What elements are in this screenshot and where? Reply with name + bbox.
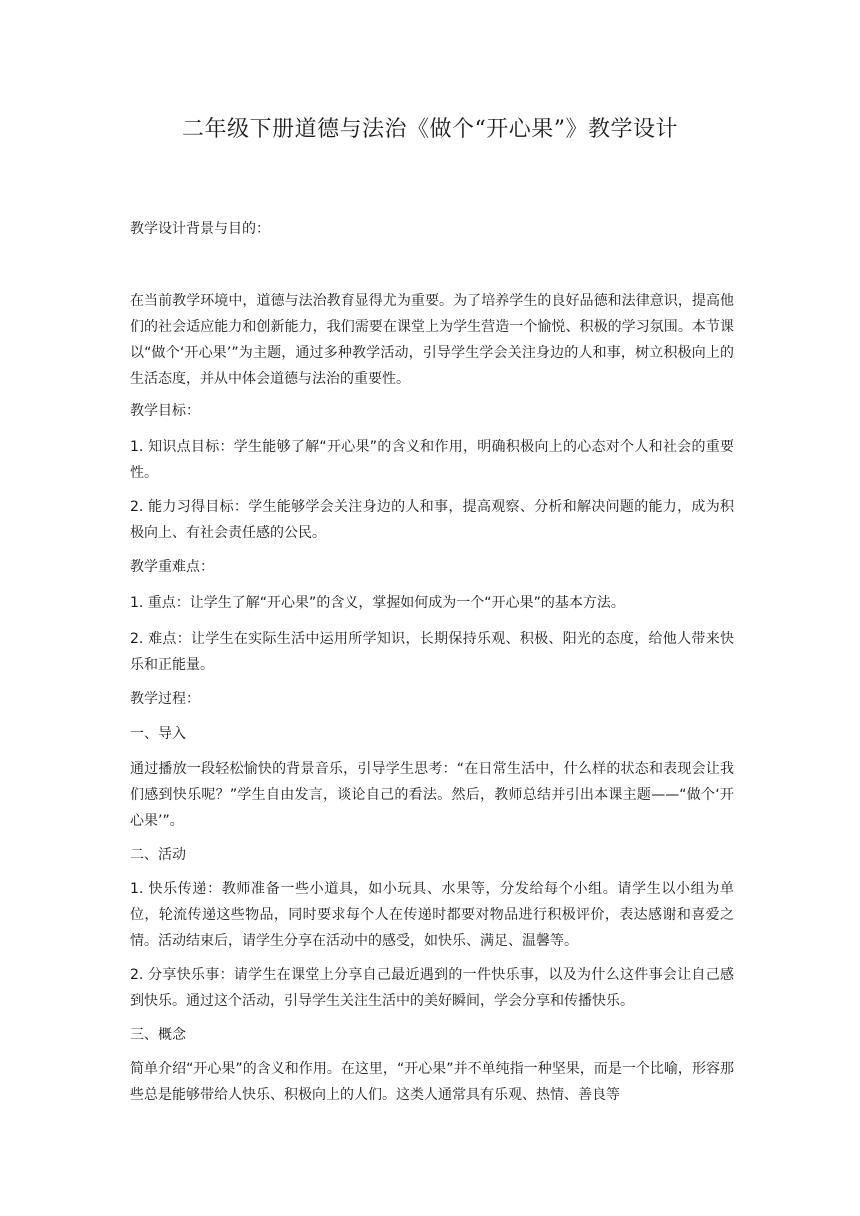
document-title: 二年级下册道德与法治《做个“开心果”》教学设计: [182, 117, 678, 142]
paragraph-activity-2: 2. 分享快乐事：请学生在课堂上分享自己最近遇到的一件快乐事，以及为什么这件事会让自己感到快乐。通过这个活动，引导学生关注生活中的美好瞬间，学会分享和传播快乐。: [130, 967, 734, 1009]
paragraph-activity-1: 1. 快乐传递：教师准备一些小道具，如小玩具、水果等，分发给每个小组。请学生以小组为单位，轮流传递这些物品，同时要求每个人在传递时都要对物品进行积极评价，表达感谢和喜爱之情。活动结束后，请学生分享在活动中的感受，如快乐、满足、温馨等。: [130, 881, 734, 949]
paragraph-keypoint-1: 1. 重点：让学生了解“开心果”的含义，掌握如何成为一个“开心果”的基本方法。: [130, 595, 625, 611]
paragraph-section-activity: 二、活动: [130, 847, 186, 863]
paragraph-goal-2: 2. 能力习得目标：学生能够学会关注身边的人和事，提高观察、分析和解决问题的能力，成为积极向上、有社会责任感的公民。: [130, 499, 734, 541]
paragraph-background-text: 在当前教学环境中，道德与法治教育显得尤为重要。为了培养学生的良好品德和法律意识，提高他们的社会适应能力和创新能力，我们需要在课堂上为学生营造一个愉悦、积极的学习氛围。本节课以“做个‘开心果’”为主题，通过多种教学活动，引导学生学会关注身边的人和事，树立积极向上的生活态度，并从中体会道德与法治的重要性。: [130, 293, 734, 387]
paragraph-goal-1: 1. 知识点目标：学生能够了解“开心果”的含义和作用，明确积极向上的心态对个人和社会的重要性。: [130, 439, 734, 481]
paragraph-keypoint-2: 2. 难点：让学生在实际生活中运用所学知识，长期保持乐观、积极、阳光的态度，给他人带来快乐和正能量。: [130, 631, 734, 673]
paragraph-concept-text: 简单介绍“开心果”的含义和作用。在这里，“开心果”并不单纯指一种坚果，而是一个比喻，形容那些总是能够带给人快乐、积极向上的人们。这类人通常具有乐观、热情、善良等: [130, 1061, 734, 1103]
paragraph-process-heading: 教学过程：: [130, 691, 200, 707]
paragraph-goals-heading: 教学目标：: [130, 403, 200, 419]
paragraph-keypoints-heading: 教学重难点：: [130, 559, 214, 575]
paragraph-background-heading: 教学设计背景与目的：: [130, 221, 270, 237]
paragraph-section-intro: 一、导入: [130, 726, 186, 742]
paragraph-section-concept: 三、概念: [130, 1027, 186, 1043]
paragraph-intro-text: 通过播放一段轻松愉快的背景音乐，引导学生思考：“在日常生活中，什么样的状态和表现会让我们感到快乐呢？”学生自由发言，谈论自己的看法。然后，教师总结并引出本课主题——“做个‘开心果’”。: [130, 761, 734, 829]
